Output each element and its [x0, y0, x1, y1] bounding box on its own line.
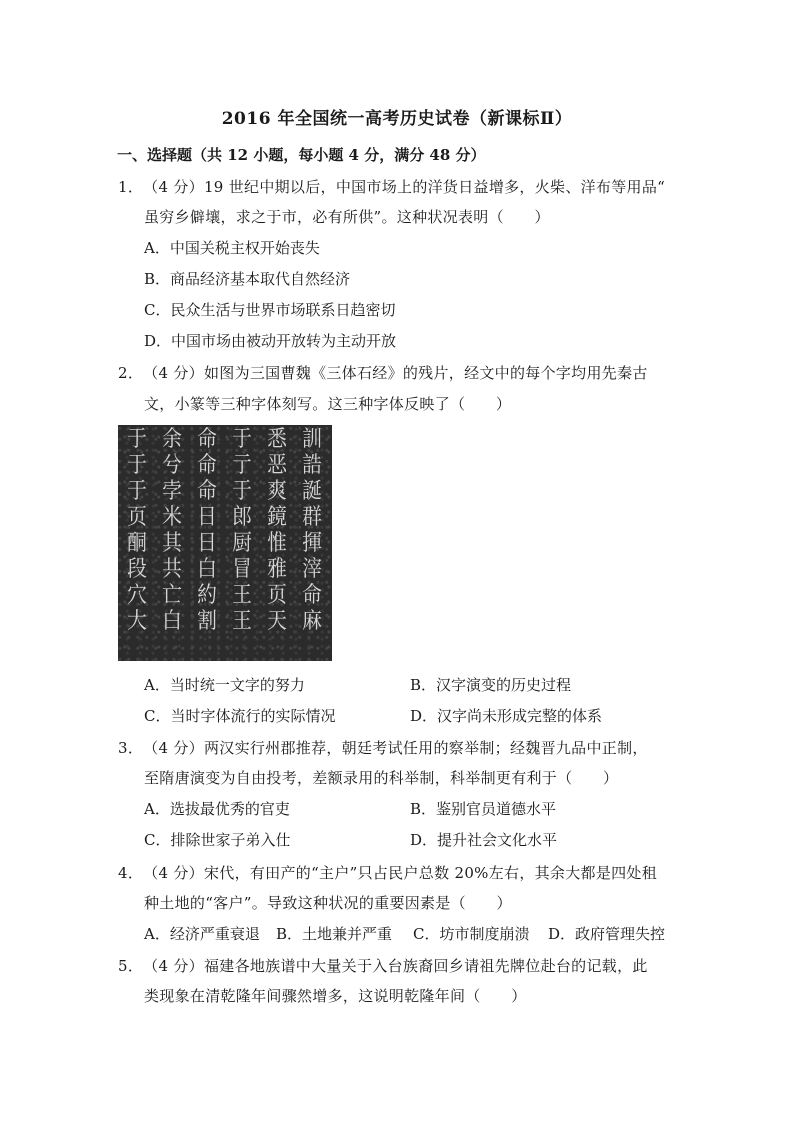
stele-character: 爽 — [267, 479, 287, 504]
question-5-line-2: 类现象在清乾隆年间骤然增多，这说明乾隆年间（ ） — [144, 987, 527, 1005]
question-4-option-d[interactable]: D．政府管理失控 — [548, 925, 666, 943]
stele-character: 亍 — [232, 453, 252, 478]
stele-character: 割 — [197, 609, 217, 634]
page-title: 2016 年全国统一高考历史试卷（新课标Ⅱ） — [221, 109, 573, 129]
stele-character: 雅 — [267, 557, 287, 582]
stele-character: 日 — [197, 505, 217, 530]
stele-column-4 — [225, 427, 259, 635]
stele-character: 約 — [197, 583, 217, 608]
stele-character: 王 — [232, 583, 252, 608]
stele-character: 郎 — [232, 505, 252, 530]
question-3-line-1: 3．（4 分）两汉实行州郡推荐，朝廷考试任用的察举制；经魏晋九品中正制， — [118, 739, 648, 757]
stele-character: 天 — [267, 609, 287, 634]
stele-character: 王 — [232, 609, 252, 634]
question-4-option-c[interactable]: C．坊市制度崩溃 — [413, 925, 530, 943]
question-5-number: 5． — [118, 957, 144, 975]
stele-character: 冒 — [232, 557, 252, 582]
stele-character: 大 — [127, 609, 147, 634]
question-1-option-c[interactable]: C．民众生活与世界市场联系日趋密切 — [144, 301, 396, 319]
stele-character: 段 — [127, 557, 147, 582]
question-1-option-a[interactable]: A．中国关税主权开始丧失 — [144, 239, 320, 257]
question-1-line-2: 虽穷乡僻壤，求之于市，必有所供”。这种状况表明（ ） — [144, 208, 550, 226]
question-1-number: 1． — [118, 178, 144, 196]
question-2-number: 2． — [118, 364, 144, 382]
question-2-option-c[interactable]: C．当时字体流行的实际情况 — [144, 707, 336, 725]
stele-character: 米 — [162, 505, 182, 530]
section-heading: 一、选择题（共 12 小题，每小题 4 分，满分 48 分） — [117, 146, 486, 164]
question-2-option-d[interactable]: D．汉字尚未形成完整的体系 — [410, 707, 603, 725]
stele-character: 兮 — [162, 453, 182, 478]
stele-character: 页 — [127, 505, 147, 530]
stele-character: 日 — [197, 531, 217, 556]
question-3-option-a[interactable]: A．选拔最优秀的官吏 — [144, 800, 290, 818]
question-2-option-b[interactable]: B．汉字演变的历史过程 — [410, 676, 572, 694]
stele-character: 于 — [232, 427, 252, 452]
stele-character: 酮 — [127, 531, 147, 556]
question-4-line-1: 4．（4 分）宋代，有田产的“主户”只占民户总数 20%左右，其余大都是四处租 — [118, 864, 658, 882]
stele-character: 麻 — [302, 609, 322, 634]
stone-classics-rubbing-image — [118, 425, 332, 661]
stele-character: 命 — [197, 479, 217, 504]
stele-character: 厨 — [232, 531, 252, 556]
question-3-option-c[interactable]: C．排除世家子弟入仕 — [144, 831, 291, 849]
question-5-line-1: 5．（4 分）福建各地族谱中大量关于入台族裔回乡请祖先牌位赴台的记载，此 — [118, 957, 648, 975]
stele-character: 于 — [127, 427, 147, 452]
question-4-option-a[interactable]: A．经济严重衰退 — [144, 925, 260, 943]
stele-character: 命 — [302, 583, 322, 608]
stele-character: 恶 — [267, 453, 287, 478]
question-2-line-2: 文，小篆等三种字体刻写。这三种字体反映了（ ） — [144, 395, 512, 413]
stele-character: 悉 — [267, 427, 287, 452]
stele-character: 鏡 — [267, 505, 287, 530]
stele-character: 其 — [162, 531, 182, 556]
stele-column-3 — [190, 427, 224, 635]
stele-character: 亡 — [162, 583, 182, 608]
stele-character: 白 — [162, 609, 182, 634]
question-4-line-2: 种土地的“客户”。导致这种状况的重要因素是（ ） — [144, 894, 512, 912]
question-3-number: 3． — [118, 739, 144, 757]
question-1-option-b[interactable]: B．商品经济基本取代自然经济 — [144, 270, 351, 288]
question-1-option-d[interactable]: D．中国市场由被动开放转为主动开放 — [144, 332, 397, 350]
question-3-line-2: 至隋唐演变为自由投考，差额录用的科举制，科举制更有利于（ ） — [144, 769, 619, 787]
question-4-option-b[interactable]: B．土地兼并严重 — [276, 925, 393, 943]
stele-character: 命 — [197, 427, 217, 452]
stele-character: 孛 — [162, 479, 182, 504]
stele-character: 滓 — [302, 557, 322, 582]
stele-character: 惟 — [267, 531, 287, 556]
stele-character: 于 — [127, 453, 147, 478]
stele-column-2 — [155, 427, 189, 635]
question-3-option-b[interactable]: B．鉴别官员道德水平 — [410, 800, 557, 818]
stele-character: 余 — [162, 427, 182, 452]
stele-character: 誕 — [302, 479, 322, 504]
question-4-number: 4． — [118, 864, 144, 882]
stele-character: 群 — [302, 505, 322, 530]
stele-column-1 — [120, 427, 154, 635]
stele-character: 訓 — [302, 427, 322, 452]
stele-character: 于 — [127, 479, 147, 504]
question-1-line-1: 1．（4 分）19 世纪中期以后，中国市场上的洋货日益增多，火柴、洋布等用品“ — [118, 178, 666, 196]
question-2-line-1: 2．（4 分）如图为三国曹魏《三体石经》的残片，经文中的每个字均用先秦古 — [118, 364, 648, 382]
stele-character: 命 — [197, 453, 217, 478]
stele-character: 誥 — [302, 453, 322, 478]
stele-character: 页 — [267, 583, 287, 608]
stele-character: 揮 — [302, 531, 322, 556]
stele-character: 穴 — [127, 583, 147, 608]
stele-character: 于 — [232, 479, 252, 504]
stele-character: 白 — [197, 557, 217, 582]
stele-column-6 — [295, 427, 329, 635]
stele-character: 共 — [162, 557, 182, 582]
stele-column-5 — [260, 427, 294, 635]
question-2-option-a[interactable]: A．当时统一文字的努力 — [144, 676, 305, 694]
question-3-option-d[interactable]: D．提升社会文化水平 — [410, 831, 558, 849]
